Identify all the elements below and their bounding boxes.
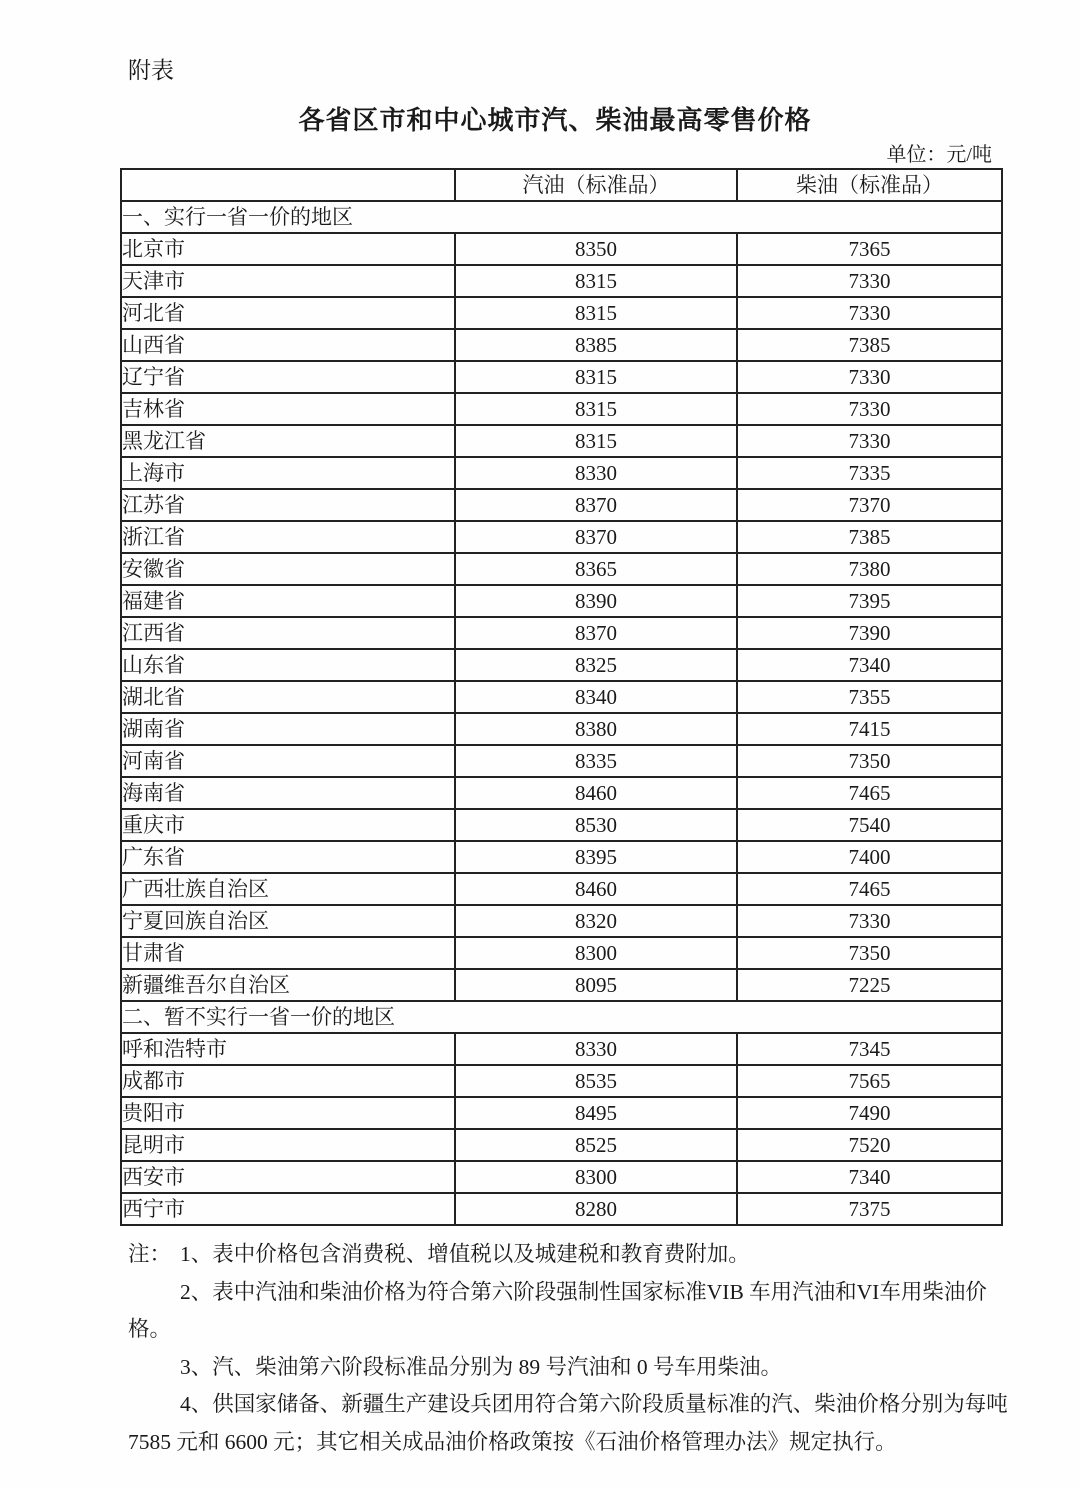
- gasoline-price-cell: 8280: [455, 1193, 737, 1225]
- region-cell: 吉林省: [121, 393, 455, 425]
- diesel-price-cell: 7340: [737, 1161, 1002, 1193]
- table-row: [121, 1097, 1002, 1129]
- table-row: [121, 873, 1002, 905]
- gasoline-price-cell: 8350: [455, 233, 737, 265]
- region-cell: 山西省: [121, 329, 455, 361]
- region-cell: 呼和浩特市: [121, 1033, 455, 1065]
- table-row: [121, 905, 1002, 937]
- diesel-price-cell: 7330: [737, 265, 1002, 297]
- gasoline-price-cell: 8095: [455, 969, 737, 1001]
- note-text: 1、表中价格包含消费税、增值税以及城建税和教育费附加。: [180, 1242, 750, 1266]
- diesel-price-cell: 7330: [737, 425, 1002, 457]
- diesel-price-cell: 7355: [737, 681, 1002, 713]
- region-cell: 新疆维吾尔自治区: [121, 969, 455, 1001]
- notes-label: 注：: [128, 1242, 172, 1266]
- table-row: [121, 233, 1002, 265]
- table-row: [121, 681, 1002, 713]
- table-row: [121, 745, 1002, 777]
- diesel-price-cell: 7465: [737, 873, 1002, 905]
- region-cell: 辽宁省: [121, 361, 455, 393]
- gasoline-price-cell: 8315: [455, 265, 737, 297]
- gasoline-price-cell: 8525: [455, 1129, 737, 1161]
- gasoline-price-cell: 8330: [455, 457, 737, 489]
- diesel-price-cell: 7345: [737, 1033, 1002, 1065]
- notes-section: [128, 1236, 1012, 1461]
- note-item: 3、汽、柴油第六阶段标准品分别为 89 号汽油和 0 号车用柴油。: [180, 1354, 783, 1379]
- table-row: [121, 937, 1002, 969]
- region-cell: 浙江省: [121, 521, 455, 553]
- region-cell: 安徽省: [121, 553, 455, 585]
- diesel-price-cell: 7490: [737, 1097, 1002, 1129]
- table-row: [121, 585, 1002, 617]
- table-row: [121, 1129, 1002, 1161]
- diesel-price-cell: 7540: [737, 809, 1002, 841]
- table-row: [121, 1033, 1002, 1065]
- gasoline-price-cell: 8370: [455, 489, 737, 521]
- header-region-cell: [121, 169, 455, 201]
- diesel-price-cell: 7350: [737, 745, 1002, 777]
- table-row: [121, 425, 1002, 457]
- table-row: [121, 1161, 1002, 1193]
- note-item: 2、表中汽油和柴油价格为符合第六阶段强制性国家标准VIB 车用汽油和VI车用柴油价格。: [128, 1279, 987, 1341]
- region-cell: 河北省: [121, 297, 455, 329]
- diesel-price-cell: 7330: [737, 361, 1002, 393]
- diesel-price-cell: 7340: [737, 649, 1002, 681]
- gasoline-price-cell: 8320: [455, 905, 737, 937]
- region-cell: 河南省: [121, 745, 455, 777]
- diesel-price-cell: 7365: [737, 233, 1002, 265]
- region-cell: 广西壮族自治区: [121, 873, 455, 905]
- region-cell: 山东省: [121, 649, 455, 681]
- unit-label: 单位：元/吨: [886, 144, 992, 166]
- diesel-price-cell: 7520: [737, 1129, 1002, 1161]
- table-row: [121, 361, 1002, 393]
- table-row: [121, 553, 1002, 585]
- table-row: [121, 809, 1002, 841]
- diesel-price-cell: 7375: [737, 1193, 1002, 1225]
- gasoline-price-cell: 8380: [455, 713, 737, 745]
- diesel-price-cell: 7330: [737, 297, 1002, 329]
- gasoline-price-cell: 8365: [455, 553, 737, 585]
- page-title: 各省区市和中心城市汽、柴油最高零售价格: [298, 105, 812, 135]
- diesel-price-cell: 7385: [737, 521, 1002, 553]
- region-cell: 西安市: [121, 1161, 455, 1193]
- region-cell: 贵阳市: [121, 1097, 455, 1129]
- table-row: [121, 521, 1002, 553]
- region-cell: 上海市: [121, 457, 455, 489]
- region-cell: 海南省: [121, 777, 455, 809]
- price-table: [120, 168, 1003, 1226]
- gasoline-price-cell: 8370: [455, 521, 737, 553]
- gasoline-price-cell: 8460: [455, 873, 737, 905]
- table-row: [121, 297, 1002, 329]
- table-row: [121, 457, 1002, 489]
- diesel-price-cell: 7330: [737, 393, 1002, 425]
- gasoline-price-cell: 8315: [455, 393, 737, 425]
- diesel-price-cell: 7370: [737, 489, 1002, 521]
- diesel-price-cell: 7415: [737, 713, 1002, 745]
- diesel-price-cell: 7330: [737, 905, 1002, 937]
- section-heading: 一、实行一省一价的地区: [121, 201, 1002, 233]
- region-cell: 广东省: [121, 841, 455, 873]
- section-heading-row: [121, 201, 1002, 233]
- diesel-price-cell: 7400: [737, 841, 1002, 873]
- table-row: [121, 713, 1002, 745]
- table-row: [121, 969, 1002, 1001]
- note-item: 4、供国家储备、新疆生产建设兵团用符合第六阶段质量标准的汽、柴油价格分别为每吨 7585 元和 6600 元；其它相关成品油价格政策按《石油价格管理办法》规定执行。: [128, 1392, 1008, 1454]
- table-row: [121, 1065, 1002, 1097]
- diesel-price-cell: 7225: [737, 969, 1002, 1001]
- region-cell: 湖北省: [121, 681, 455, 713]
- gasoline-price-cell: 8325: [455, 649, 737, 681]
- table-row: [121, 265, 1002, 297]
- table-body: [121, 201, 1002, 1225]
- table-row: [121, 777, 1002, 809]
- diesel-price-cell: 7335: [737, 457, 1002, 489]
- region-cell: 江西省: [121, 617, 455, 649]
- region-cell: 昆明市: [121, 1129, 455, 1161]
- table-header: [121, 169, 1002, 201]
- region-cell: 天津市: [121, 265, 455, 297]
- gasoline-price-cell: 8535: [455, 1065, 737, 1097]
- diesel-price-cell: 7395: [737, 585, 1002, 617]
- region-cell: 北京市: [121, 233, 455, 265]
- region-cell: 福建省: [121, 585, 455, 617]
- gasoline-price-cell: 8315: [455, 425, 737, 457]
- gasoline-price-cell: 8315: [455, 297, 737, 329]
- region-cell: 湖南省: [121, 713, 455, 745]
- gasoline-price-cell: 8315: [455, 361, 737, 393]
- table-row: [121, 393, 1002, 425]
- section-heading-row: [121, 1001, 1002, 1033]
- gasoline-price-cell: 8335: [455, 745, 737, 777]
- header-gasoline-cell: 汽油（标准品）: [455, 169, 737, 201]
- gasoline-price-cell: 8300: [455, 1161, 737, 1193]
- table-row: [121, 841, 1002, 873]
- region-cell: 黑龙江省: [121, 425, 455, 457]
- gasoline-price-cell: 8300: [455, 937, 737, 969]
- diesel-price-cell: 7385: [737, 329, 1002, 361]
- gasoline-price-cell: 8460: [455, 777, 737, 809]
- gasoline-price-cell: 8390: [455, 585, 737, 617]
- section-heading: 二、暂不实行一省一价的地区: [121, 1001, 1002, 1033]
- diesel-price-cell: 7380: [737, 553, 1002, 585]
- gasoline-price-cell: 8495: [455, 1097, 737, 1129]
- region-cell: 西宁市: [121, 1193, 455, 1225]
- gasoline-price-cell: 8530: [455, 809, 737, 841]
- diesel-price-cell: 7390: [737, 617, 1002, 649]
- table-row: [121, 329, 1002, 361]
- header-diesel-cell: 柴油（标准品）: [737, 169, 1002, 201]
- region-cell: 成都市: [121, 1065, 455, 1097]
- diesel-price-cell: 7465: [737, 777, 1002, 809]
- annex-label: 附表: [128, 58, 174, 83]
- table-row: [121, 649, 1002, 681]
- note-item: [128, 1236, 1012, 1274]
- table-header-row: [121, 169, 1002, 201]
- region-cell: 宁夏回族自治区: [121, 905, 455, 937]
- table-row: [121, 489, 1002, 521]
- gasoline-price-cell: 8340: [455, 681, 737, 713]
- table-row: [121, 1193, 1002, 1225]
- table-row: [121, 617, 1002, 649]
- gasoline-price-cell: 8385: [455, 329, 737, 361]
- diesel-price-cell: 7565: [737, 1065, 1002, 1097]
- gasoline-price-cell: 8370: [455, 617, 737, 649]
- gasoline-price-cell: 8330: [455, 1033, 737, 1065]
- gasoline-price-cell: 8395: [455, 841, 737, 873]
- region-cell: 甘肃省: [121, 937, 455, 969]
- region-cell: 江苏省: [121, 489, 455, 521]
- diesel-price-cell: 7350: [737, 937, 1002, 969]
- region-cell: 重庆市: [121, 809, 455, 841]
